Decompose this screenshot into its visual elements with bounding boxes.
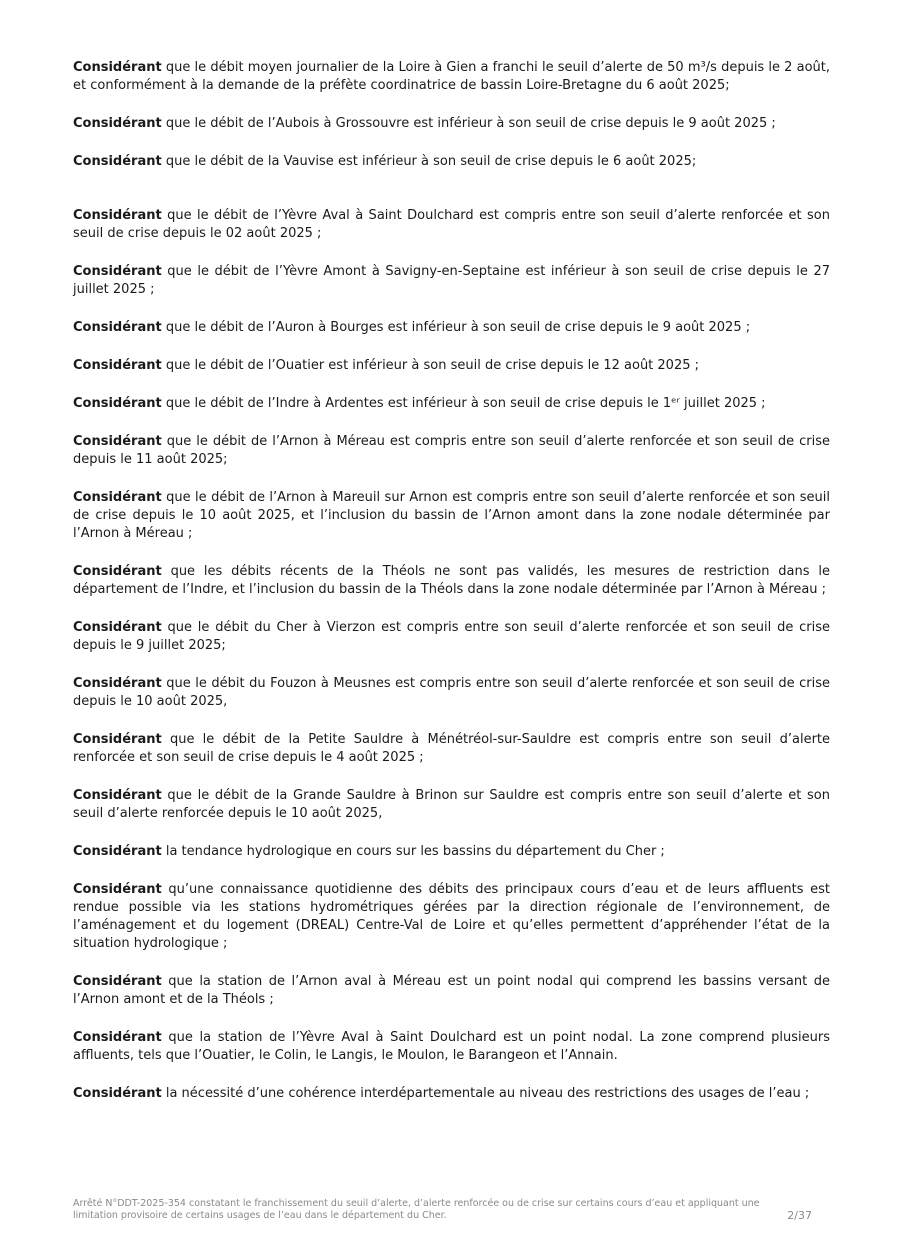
keyword: Considérant bbox=[73, 434, 162, 449]
paragraph-text: que le débit de l’Arnon à Méreau est compris entre son seuil d’alerte renforcée et son seuil de crise depuis le 11 août 2025; bbox=[73, 434, 830, 467]
paragraph-text: que la station de l’Arnon aval à Méreau est un point nodal qui comprend les bassins versant de l’Arnon amont et de la Théols ; bbox=[73, 974, 830, 1007]
paragraph-text: que le débit de l’Indre à Ardentes est inférieur à son seuil de crise depuis le 1ᵉʳ juillet 2025 ; bbox=[165, 396, 766, 411]
paragraph-text: que le débit de l’Yèvre Amont à Savigny-en-Septaine est inférieur à son seuil de crise depuis le 27 juillet 2025 ; bbox=[73, 264, 830, 297]
paragraph bbox=[73, 881, 830, 953]
paragraph bbox=[73, 973, 830, 1009]
paragraph-text: que le débit de l’Auron à Bourges est inférieur à son seuil de crise depuis le 9 août 2025 ; bbox=[165, 320, 751, 335]
paragraph-text: que le débit du Cher à Vierzon est compris entre son seuil d’alerte renforcée et son seuil de crise depuis le 9 juillet 2025; bbox=[73, 620, 830, 653]
paragraph bbox=[73, 787, 830, 823]
keyword: Considérant bbox=[73, 974, 162, 989]
paragraph bbox=[73, 619, 830, 655]
paragraph-text: que les débits récents de la Théols ne sont pas validés, les mesures de restriction dans le département de l’Indre, et l’inclusion du bassin de la Théols dans la zone nodale déterminée par l’Arnon à Méreau ; bbox=[73, 564, 830, 597]
keyword: Considérant bbox=[73, 490, 162, 505]
paragraph-text: que le débit de l’Yèvre Aval à Saint Doulchard est compris entre son seuil d’alerte renforcée et son seuil de crise depuis le 02 août 2025 ; bbox=[73, 208, 830, 241]
page-number: 2/37 bbox=[787, 1209, 812, 1222]
keyword: Considérant bbox=[73, 264, 162, 279]
keyword: Considérant bbox=[73, 788, 162, 803]
keyword: Considérant bbox=[73, 564, 162, 579]
paragraph bbox=[73, 263, 830, 299]
paragraph-text: la tendance hydrologique en cours sur les bassins du département du Cher ; bbox=[165, 844, 665, 859]
paragraph bbox=[73, 1085, 830, 1103]
paragraph-text: que le débit moyen journalier de la Loire à Gien a franchi le seuil d’alerte de 50 m³/s depuis le 2 août, et conformément à la demande de la préfète coordinatrice de bassin Loire-Bretagne du 6 août 2025; bbox=[73, 60, 830, 93]
paragraph-text: que le débit du Fouzon à Meusnes est compris entre son seuil d’alerte renforcée et son seuil de crise depuis le 10 août 2025, bbox=[73, 676, 830, 709]
paragraph-text: que le débit de la Petite Sauldre à Ménétréol-sur-Sauldre est compris entre son seuil d’alerte renforcée et son seuil de crise depuis le 4 août 2025 ; bbox=[73, 732, 831, 765]
paragraph bbox=[73, 395, 830, 413]
keyword: Considérant bbox=[73, 732, 162, 747]
paragraph-text: que le débit de l’Ouatier est inférieur à son seuil de crise depuis le 12 août 2025 ; bbox=[165, 358, 700, 373]
paragraph bbox=[73, 59, 830, 95]
paragraph-text: la nécessité d’une cohérence interdépartementale au niveau des restrictions des usages de l’eau ; bbox=[165, 1086, 810, 1101]
keyword: Considérant bbox=[73, 154, 162, 169]
footer-text: Arrêté N°DDT-2025-354 constatant le franchissement du seuil d’alerte, d’alerte renforcée ou de crise sur certains cours d’eau et appliquant une limitation provisoire de certains usages de l’eau dans le département du Cher. bbox=[73, 1198, 760, 1221]
keyword: Considérant bbox=[73, 358, 162, 373]
paragraph-text: que la station de l’Yèvre Aval à Saint Doulchard est un point nodal. La zone comprend plusieurs affluents, tels que l’Ouatier, le Colin, le Langis, le Moulon, le Barangeon et l’Annain. bbox=[73, 1030, 830, 1063]
keyword: Considérant bbox=[73, 844, 162, 859]
paragraph-text: que le débit de la Grande Sauldre à Brinon sur Sauldre est compris entre son seuil d’alerte et son seuil d’alerte renforcée depuis le 10 août 2025, bbox=[73, 788, 830, 821]
paragraph bbox=[73, 207, 830, 243]
keyword: Considérant bbox=[73, 882, 162, 897]
paragraph bbox=[73, 843, 830, 861]
paragraph bbox=[73, 489, 830, 543]
paragraph bbox=[73, 731, 830, 767]
document-body bbox=[73, 59, 830, 1123]
keyword: Considérant bbox=[73, 676, 162, 691]
keyword: Considérant bbox=[73, 116, 162, 131]
paragraph-text: qu’une connaissance quotidienne des débits des principaux cours d’eau et de leurs affluents est rendue possible via les stations hydrométriques gérées par la direction régionale de l’environnement, de l’aménagement et du logement (DREAL) Centre-Val de Loire et qu’elles permettent d’appréhender l’état de la situation hydrologique ; bbox=[73, 882, 830, 951]
keyword: Considérant bbox=[73, 208, 162, 223]
keyword: Considérant bbox=[73, 1030, 162, 1045]
paragraph bbox=[73, 433, 830, 469]
paragraph bbox=[73, 153, 830, 171]
paragraph bbox=[73, 357, 830, 375]
paragraph-text: que le débit de l’Arnon à Mareuil sur Arnon est compris entre son seuil d’alerte renforcée et son seuil de crise depuis le 10 août 2025, et l’inclusion du bassin de l’Arnon amont dans la zone nodale déterminée par l’Arnon à Méreau ; bbox=[73, 490, 830, 541]
keyword: Considérant bbox=[73, 396, 162, 411]
paragraph-text: que le débit de la Vauvise est inférieur à son seuil de crise depuis le 6 août 2025; bbox=[165, 154, 697, 169]
keyword: Considérant bbox=[73, 60, 162, 75]
keyword: Considérant bbox=[73, 1086, 162, 1101]
paragraph bbox=[73, 675, 830, 711]
paragraph bbox=[73, 1029, 830, 1065]
page-footer bbox=[73, 1198, 830, 1222]
paragraph bbox=[73, 115, 830, 133]
keyword: Considérant bbox=[73, 620, 162, 635]
paragraph bbox=[73, 319, 830, 337]
paragraph bbox=[73, 563, 830, 599]
keyword: Considérant bbox=[73, 320, 162, 335]
paragraph-text: que le débit de l’Aubois à Grossouvre est inférieur à son seuil de crise depuis le 9 août 2025 ; bbox=[165, 116, 776, 131]
